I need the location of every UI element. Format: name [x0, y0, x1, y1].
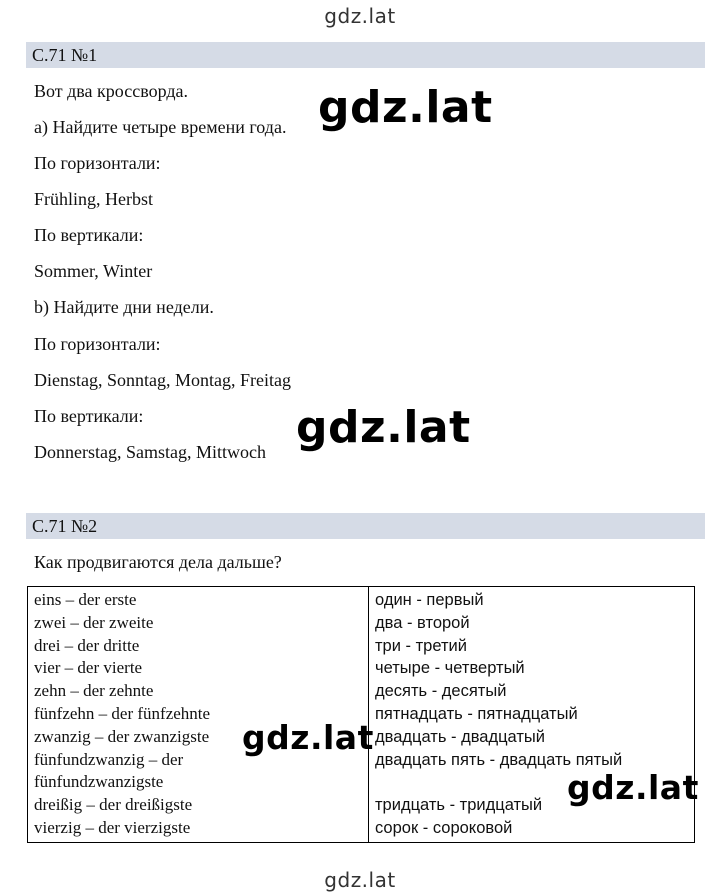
text-line: Donnerstag, Samstag, Mittwoch	[34, 442, 266, 462]
german-item: fünfzehn – der fünfzehnte	[34, 703, 211, 723]
text-line: По вертикали:	[34, 406, 144, 426]
russian-item: сорок - сороковой	[375, 818, 513, 837]
text-line: По горизонтали:	[34, 153, 161, 173]
german-column	[28, 587, 369, 843]
russian-item: двадцать - двадцатый	[375, 727, 546, 746]
german-item: eins – der erste	[34, 590, 137, 609]
russian-item: один - первый	[375, 591, 484, 609]
text-line: b) Найдите дни недели.	[34, 297, 214, 317]
russian-item: четыре - четвертый	[375, 659, 525, 678]
watermark: gdz.lat	[242, 718, 374, 757]
text-line: Sommer, Winter	[34, 261, 153, 281]
text-line: Dienstag, Sonntag, Montag, Freitag	[34, 370, 291, 390]
german-item: vierzig – der vierzigste	[34, 817, 191, 837]
section-title-1: С.71 №1	[26, 42, 705, 68]
watermark: gdz.lat	[318, 82, 493, 133]
german-item: vier – der vierte	[34, 658, 143, 678]
text-line: По горизонтали:	[34, 334, 161, 354]
text-line: По вертикали:	[34, 225, 144, 245]
text-line: Frühling, Herbst	[34, 189, 153, 209]
russian-item: пятнадцать - пятнадцатый	[375, 704, 578, 723]
german-item: zwei – der zweite	[34, 612, 154, 632]
german-item: zwanzig – der zwanzigste	[34, 726, 210, 746]
text-line: а) Найдите четыре времени года.	[34, 117, 287, 137]
question-text: Как продвигаются дела дальше?	[34, 552, 282, 572]
site-header: gdz.lat	[324, 4, 396, 28]
german-item: fünfundzwanzigste	[34, 772, 164, 792]
section-title-2: С.71 №2	[26, 513, 705, 539]
watermark: gdz.lat	[296, 402, 471, 453]
watermark: gdz.lat	[567, 768, 699, 807]
site-footer: gdz.lat	[324, 868, 396, 892]
russian-item: два - второй	[375, 613, 470, 632]
russian-item: десять - десятый	[375, 682, 507, 701]
german-item: fünfundzwanzig – der	[34, 749, 184, 769]
german-item: zehn – der zehnte	[34, 681, 154, 701]
russian-item: двадцать пять - двадцать пятый	[375, 750, 623, 769]
german-item: drei – der dritte	[34, 635, 140, 655]
text-line: Вот два кроссворда.	[34, 81, 189, 101]
russian-item: три - третий	[375, 636, 467, 655]
german-item: dreißig – der dreißigste	[34, 795, 193, 815]
russian-item: тридцать - тридцатый	[375, 796, 543, 815]
